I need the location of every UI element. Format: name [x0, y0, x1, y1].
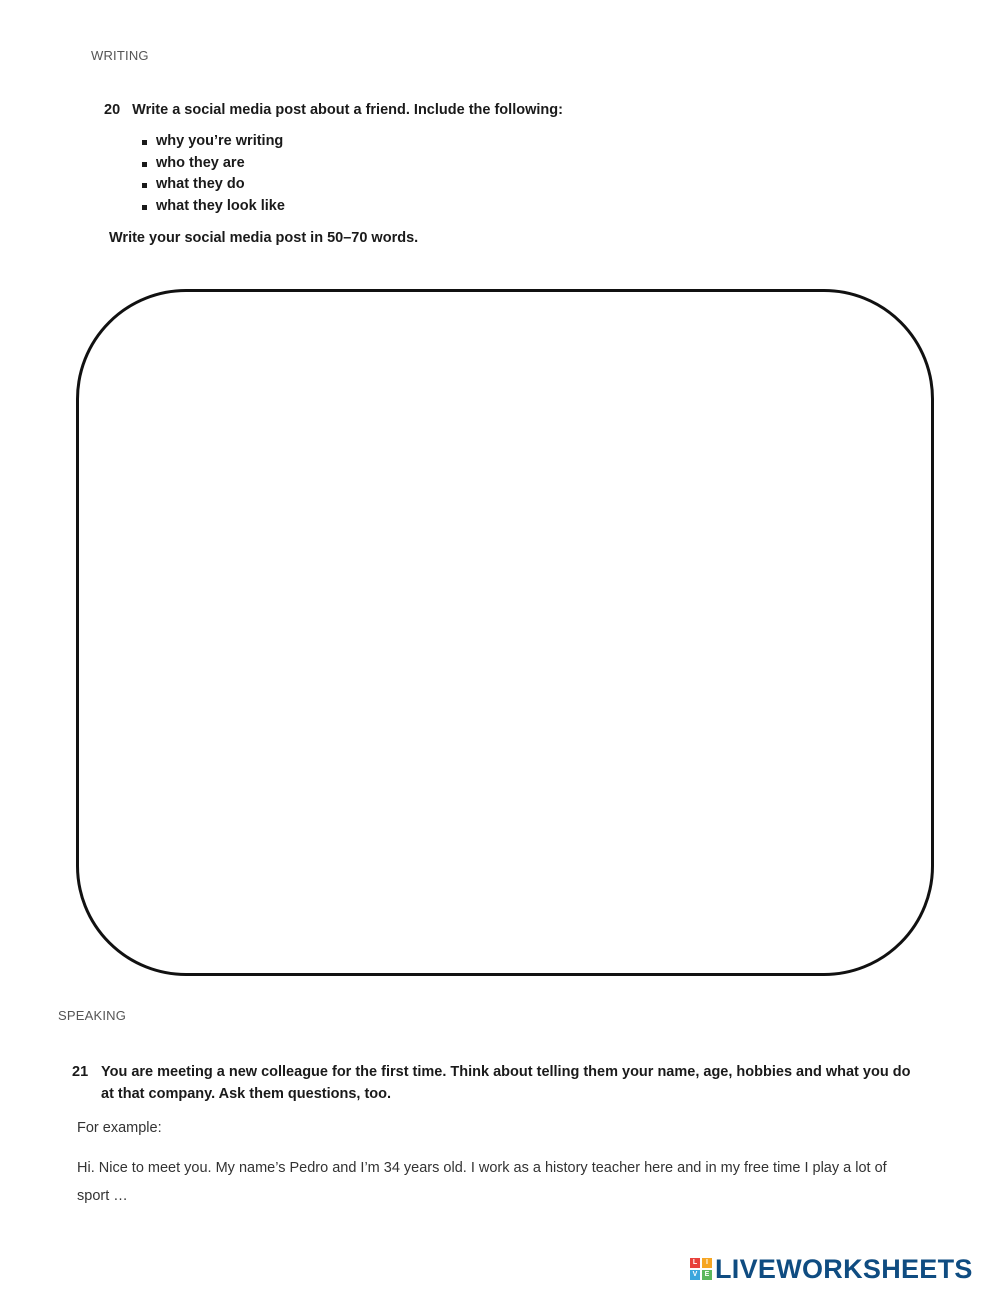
question-20-prompt-row [104, 102, 563, 118]
logo-mark-icon [690, 1258, 712, 1280]
question-20-number: 20 [104, 102, 121, 118]
logo-mark-letter: V [690, 1270, 700, 1280]
bullet-item: what they look like [142, 196, 285, 218]
bullet-item: what they do [142, 174, 285, 196]
question-21-number: 21 [72, 1064, 89, 1080]
liveworksheets-logo [690, 1254, 973, 1284]
question-21-prompt: You are meeting a new colleague for the first time. Think about telling them your name, age, hobbies and what you do at that company. Ask them questions, too. [101, 1064, 911, 1102]
question-20-prompt: Write a social media post about a friend. Include the following: [132, 102, 563, 118]
bullet-item: who they are [142, 153, 285, 175]
speaking-section-label: SPEAKING [58, 1008, 127, 1023]
logo-mark-letter: L [690, 1258, 700, 1268]
bullet-item: why you’re writing [142, 131, 285, 153]
logo-text: LIVEWORKSHEETS [715, 1253, 973, 1284]
example-label: For example: [77, 1120, 162, 1136]
question-20-instruction: Write your social media post in 50–70 words. [109, 230, 419, 246]
question-21 [72, 1061, 912, 1105]
answer-text-box[interactable] [76, 289, 934, 976]
example-text: Hi. Nice to meet you. My name’s Pedro and I’m 34 years old. I work as a history teacher here and in my free time I play a lot of sport … [77, 1160, 887, 1204]
logo-mark-letter: I [702, 1258, 712, 1268]
question-20-bullet-list [142, 131, 285, 217]
writing-section-label: WRITING [91, 48, 149, 63]
logo-mark-letter: E [702, 1270, 712, 1280]
